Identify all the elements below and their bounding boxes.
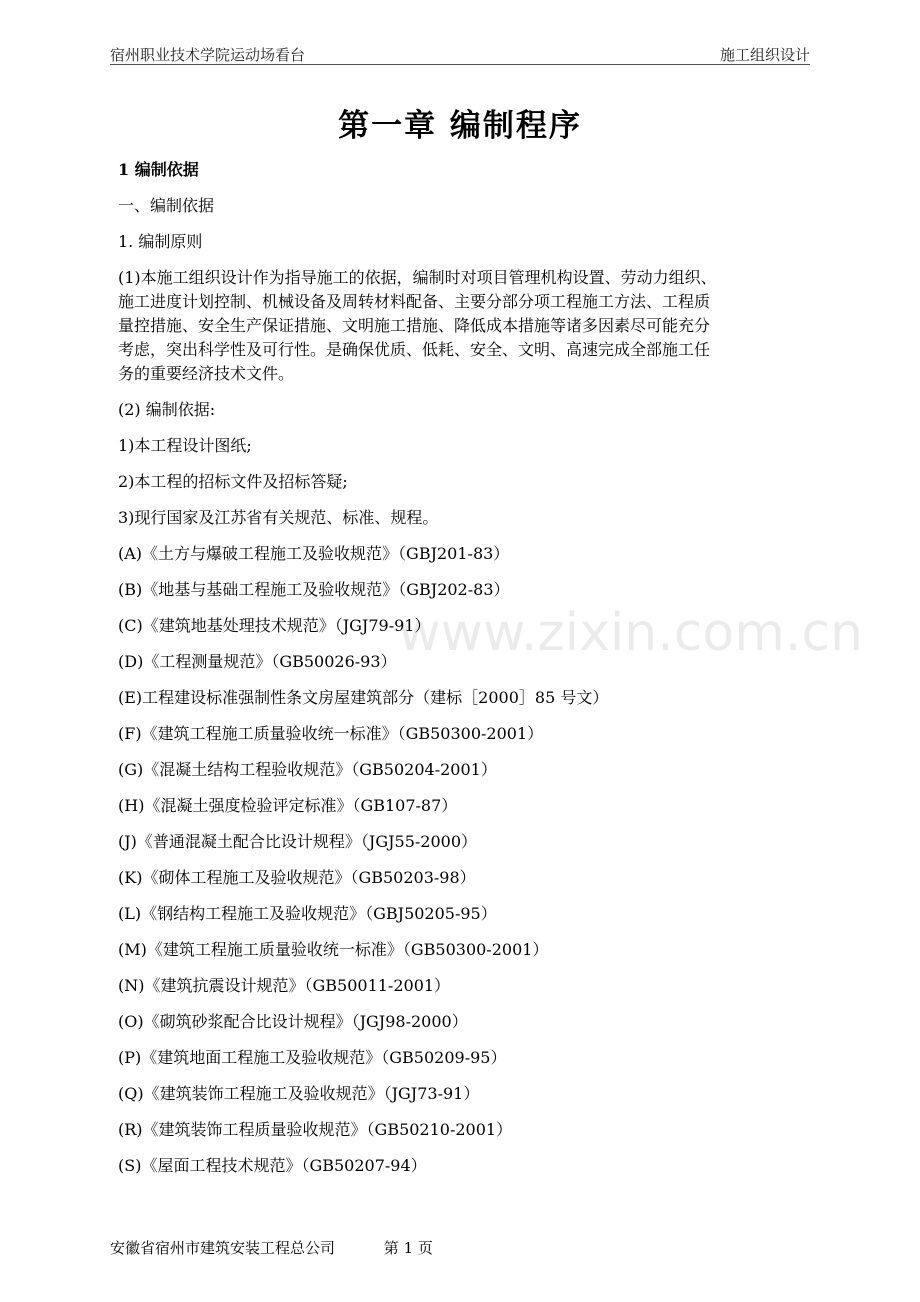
standard-item: (S)《屋面工程技术规范》（GB50207-94） — [118, 1156, 427, 1175]
standard-item: (H)《混凝土强度检验评定标准》（GB107-87） — [118, 796, 458, 815]
subheading-principle: 1. 编制原则 — [118, 232, 203, 251]
principle-paragraph — [118, 266, 808, 386]
standard-item: (D)《工程测量规范》（GB50026-93） — [118, 652, 397, 671]
footer-company: 安徽省宿州市建筑安装工程总公司 — [110, 1239, 336, 1257]
standard-item: (M)《建筑工程施工质量验收统一标准》（GB50300-2001） — [118, 940, 549, 959]
standard-item: (J)《普通混凝土配合比设计规程》（JGJ55-2000） — [118, 832, 477, 851]
standard-item: (A)《土方与爆破工程施工及验收规范》（GBJ201-83） — [118, 544, 510, 563]
paragraph-line: (1)本施工组织设计作为指导施工的依据，编制时对项目管理机构设置、劳动力组织、 — [118, 268, 717, 287]
page-header — [110, 44, 810, 65]
paragraph-line: 施工进度计划控制、机械设备及周转材料配备、主要分部分项工程施工方法、工程质 — [118, 292, 711, 311]
standard-item: (K)《砌体工程施工及验收规范》（GB50203-98） — [118, 868, 476, 887]
standard-item: (N)《建筑抗震设计规范》（GB50011-2001） — [118, 976, 451, 995]
watermark: www.zixin.com.cn — [398, 603, 863, 663]
chapter-title: 第一章 编制程序 — [338, 108, 582, 144]
document-body — [118, 158, 808, 1190]
basis-heading: (2) 编制依据: — [118, 400, 216, 419]
section-heading: 1 编制依据 — [118, 160, 199, 179]
standard-item: (O)《砌筑砂浆配合比设计规程》（JGJ98-2000） — [118, 1012, 468, 1031]
basis-item: 3)现行国家及江苏省有关规范、标准、规程。 — [118, 508, 439, 527]
standard-item: (C)《建筑地基处理技术规范》（JGJ79-91） — [118, 616, 431, 635]
basis-item: 1)本工程设计图纸; — [118, 436, 252, 455]
header-project-name: 宿州职业技术学院运动场看台 — [110, 46, 306, 64]
page-footer — [110, 1237, 433, 1258]
standard-item: (F)《建筑工程施工质量验收统一标准》（GB50300-2001） — [118, 724, 544, 743]
standard-item: (L)《钢结构工程施工及验收规范》（GBJ50205-95） — [118, 904, 497, 923]
standard-item: (E)工程建设标准强制性条文房屋建筑部分（建标［2000］85 号文） — [118, 688, 609, 707]
paragraph-line: 量控措施、安全生产保证措施、文明施工措施、降低成本措施等诸多因素尽可能充分 — [118, 316, 711, 335]
standard-item: (Q)《建筑装饰工程施工及验收规范》（JGJ73-91） — [118, 1084, 480, 1103]
standard-item: (B)《地基与基础工程施工及验收规范》（GBJ202-83） — [118, 580, 510, 599]
standard-item: (P)《建筑地面工程施工及验收规范》（GB50209-95） — [118, 1048, 507, 1067]
paragraph-line: 考虑，突出科学性及可行性。是确保优质、低耗、安全、文明、高速完成全部施工任 — [118, 340, 711, 359]
standard-item: (R)《建筑装饰工程质量验收规范》（GB50210-2001） — [118, 1120, 513, 1139]
footer-page-number: 第 1 页 — [383, 1239, 433, 1257]
subheading-basis: 一、编制依据 — [118, 196, 215, 215]
standard-item: (G)《混凝土结构工程验收规范》（GB50204-2001） — [118, 760, 497, 779]
paragraph-line: 务的重要经济技术文件。 — [118, 364, 295, 383]
header-doc-type: 施工组织设计 — [719, 46, 810, 64]
basis-item: 2)本工程的招标文件及招标答疑; — [118, 472, 348, 491]
